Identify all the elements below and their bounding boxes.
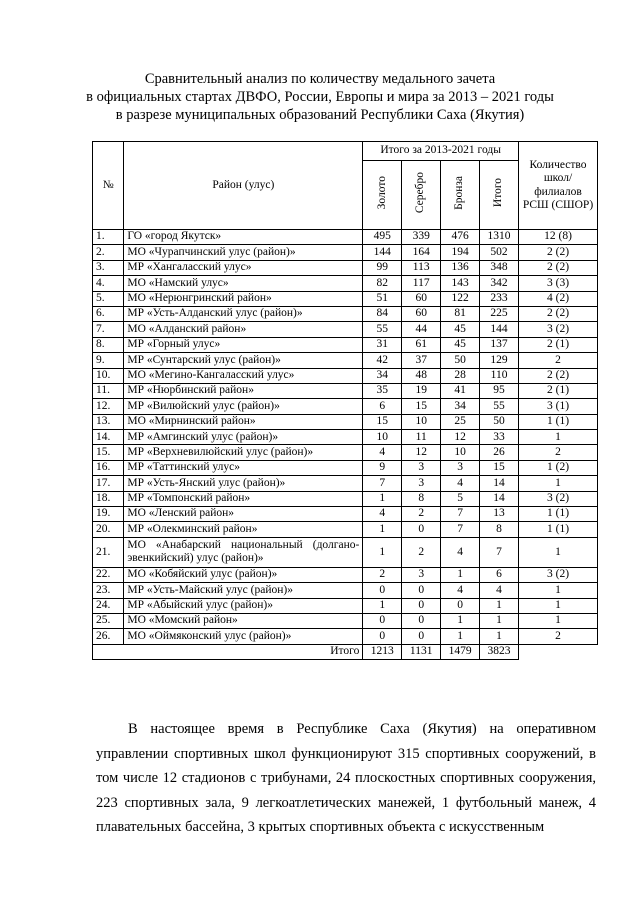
row-bronze: 25 <box>441 414 480 429</box>
row-district: МО «Нерюнгринский район» <box>124 291 363 306</box>
row-total: 95 <box>480 383 519 398</box>
totals-empty <box>519 644 598 659</box>
row-silver: 15 <box>402 399 441 414</box>
row-district: МО «Чурапчинский улус (район)» <box>124 245 363 260</box>
row-district: МР «Таттинский улус» <box>124 460 363 475</box>
row-num: 21. <box>93 537 124 567</box>
row-num: 13. <box>93 414 124 429</box>
row-total: 1 <box>480 613 519 628</box>
row-schools: 2 (2) <box>519 306 598 321</box>
row-total: 50 <box>480 414 519 429</box>
table-row <box>93 399 598 414</box>
row-bronze: 81 <box>441 306 480 321</box>
row-district: МР «Абыйский улус (район)» <box>124 598 363 613</box>
body-paragraph: В настоящее время в Республике Саха (Якутия) на оперативном управлении спортивных школ функционируют 315 спортивных сооружений, в том числе 12 стадионов с трибунами, 24 плоскостных спортивных сооружения, 223 спортивных зала, 9 легкоатлетических манежей, 1 футбольный манеж, 4 плавательных бассейна, 3 крытых спортивных объекта с искусственным <box>96 721 596 835</box>
row-gold: 144 <box>363 245 402 260</box>
row-schools: 12 (8) <box>519 230 598 245</box>
row-district: МО «Мегино-Кангаласский улус» <box>124 368 363 383</box>
row-total: 55 <box>480 399 519 414</box>
row-gold: 1 <box>363 537 402 567</box>
row-total: 8 <box>480 522 519 537</box>
row-gold: 82 <box>363 276 402 291</box>
header-gold: Золото <box>363 161 402 230</box>
row-silver: 164 <box>402 245 441 260</box>
row-gold: 4 <box>363 445 402 460</box>
row-schools: 2 (2) <box>519 260 598 275</box>
row-total: 144 <box>480 322 519 337</box>
row-bronze: 45 <box>441 322 480 337</box>
header-period: Итого за 2013-2021 годы <box>363 142 519 161</box>
row-num: 24. <box>93 598 124 613</box>
row-schools: 1 <box>519 583 598 598</box>
row-silver: 12 <box>402 445 441 460</box>
row-silver: 60 <box>402 291 441 306</box>
row-gold: 1 <box>363 598 402 613</box>
row-gold: 4 <box>363 507 402 522</box>
row-silver: 19 <box>402 383 441 398</box>
row-num: 4. <box>93 276 124 291</box>
row-district: МО «Намский улус» <box>124 276 363 291</box>
row-district: МР «Усть-Алданский улус (район)» <box>124 306 363 321</box>
row-gold: 0 <box>363 613 402 628</box>
row-district: МО «Ленский район» <box>124 507 363 522</box>
row-bronze: 3 <box>441 460 480 475</box>
row-schools: 1 <box>519 430 598 445</box>
header-silver: Серебро <box>402 161 441 230</box>
title-line: в разрезе муниципальных образований Республики Саха (Якутия) <box>115 107 525 123</box>
table-row <box>93 598 598 613</box>
row-bronze: 476 <box>441 230 480 245</box>
row-silver: 3 <box>402 476 441 491</box>
row-silver: 48 <box>402 368 441 383</box>
row-total: 233 <box>480 291 519 306</box>
row-silver: 3 <box>402 460 441 475</box>
header-num: № <box>93 142 124 230</box>
row-total: 110 <box>480 368 519 383</box>
row-total: 7 <box>480 537 519 567</box>
row-district: МР «Олекминский район» <box>124 522 363 537</box>
row-bronze: 136 <box>441 260 480 275</box>
row-silver: 10 <box>402 414 441 429</box>
row-schools: 1 (1) <box>519 507 598 522</box>
row-total: 26 <box>480 445 519 460</box>
row-gold: 31 <box>363 337 402 352</box>
row-gold: 42 <box>363 353 402 368</box>
row-bronze: 28 <box>441 368 480 383</box>
title-line: в официальных стартах ДВФО, России, Европы и мира за 2013 – 2021 годы <box>86 89 554 105</box>
row-bronze: 4 <box>441 583 480 598</box>
row-num: 3. <box>93 260 124 275</box>
row-total: 502 <box>480 245 519 260</box>
row-bronze: 10 <box>441 445 480 460</box>
row-schools: 1 <box>519 537 598 567</box>
row-num: 1. <box>93 230 124 245</box>
totals-total: 3823 <box>480 644 519 659</box>
table-row <box>93 337 598 352</box>
row-num: 10. <box>93 368 124 383</box>
row-num: 14. <box>93 430 124 445</box>
row-gold: 35 <box>363 383 402 398</box>
row-num: 15. <box>93 445 124 460</box>
row-gold: 1 <box>363 522 402 537</box>
row-silver: 8 <box>402 491 441 506</box>
row-schools: 3 (2) <box>519 322 598 337</box>
row-silver: 61 <box>402 337 441 352</box>
row-district: ГО «город Якутск» <box>124 230 363 245</box>
table-row <box>93 230 598 245</box>
row-num: 26. <box>93 629 124 644</box>
row-schools: 2 <box>519 445 598 460</box>
row-schools: 3 (2) <box>519 567 598 582</box>
row-silver: 0 <box>402 598 441 613</box>
document-title <box>0 70 640 124</box>
row-num: 6. <box>93 306 124 321</box>
row-gold: 0 <box>363 583 402 598</box>
row-gold: 34 <box>363 368 402 383</box>
row-num: 8. <box>93 337 124 352</box>
row-district: МР «Верхневилюйский улус (район)» <box>124 445 363 460</box>
row-schools: 3 (1) <box>519 399 598 414</box>
row-total: 4 <box>480 583 519 598</box>
totals-bronze: 1479 <box>441 644 480 659</box>
header-bronze: Бронза <box>441 161 480 230</box>
table-row <box>93 583 598 598</box>
row-district: МО «Мирнинский район» <box>124 414 363 429</box>
row-bronze: 4 <box>441 476 480 491</box>
row-district: МР «Вилюйский улус (район)» <box>124 399 363 414</box>
row-total: 348 <box>480 260 519 275</box>
row-total: 1 <box>480 629 519 644</box>
row-schools: 2 <box>519 353 598 368</box>
row-silver: 37 <box>402 353 441 368</box>
row-gold: 6 <box>363 399 402 414</box>
row-district: МР «Усть-Майский улус (район)» <box>124 583 363 598</box>
table-row <box>93 507 598 522</box>
row-bronze: 50 <box>441 353 480 368</box>
row-bronze: 1 <box>441 629 480 644</box>
row-silver: 44 <box>402 322 441 337</box>
row-bronze: 7 <box>441 522 480 537</box>
row-total: 14 <box>480 476 519 491</box>
row-num: 22. <box>93 567 124 582</box>
row-bronze: 45 <box>441 337 480 352</box>
row-district: МР «Хангаласский улус» <box>124 260 363 275</box>
row-bronze: 143 <box>441 276 480 291</box>
table-row <box>93 445 598 460</box>
row-total: 137 <box>480 337 519 352</box>
row-total: 1 <box>480 598 519 613</box>
row-schools: 2 <box>519 629 598 644</box>
row-num: 12. <box>93 399 124 414</box>
row-schools: 1 <box>519 613 598 628</box>
title-line: Сравнительный анализ по количеству медального зачета <box>144 71 496 87</box>
row-silver: 0 <box>402 522 441 537</box>
table-row <box>93 260 598 275</box>
row-bronze: 12 <box>441 430 480 445</box>
row-schools: 4 (2) <box>519 291 598 306</box>
row-num: 23. <box>93 583 124 598</box>
table-row <box>93 567 598 582</box>
row-schools: 1 (1) <box>519 522 598 537</box>
row-gold: 99 <box>363 260 402 275</box>
table-row <box>93 353 598 368</box>
row-schools: 1 <box>519 476 598 491</box>
row-num: 11. <box>93 383 124 398</box>
row-silver: 2 <box>402 507 441 522</box>
table-row <box>93 368 598 383</box>
row-gold: 10 <box>363 430 402 445</box>
row-total: 129 <box>480 353 519 368</box>
table-row <box>93 414 598 429</box>
table-row <box>93 613 598 628</box>
row-num: 5. <box>93 291 124 306</box>
row-district: МР «Сунтарский улус (район)» <box>124 353 363 368</box>
row-gold: 9 <box>363 460 402 475</box>
row-schools: 3 (2) <box>519 491 598 506</box>
row-bronze: 194 <box>441 245 480 260</box>
row-district: МР «Горный улус» <box>124 337 363 352</box>
row-total: 14 <box>480 491 519 506</box>
row-schools: 3 (3) <box>519 276 598 291</box>
row-bronze: 7 <box>441 507 480 522</box>
row-gold: 51 <box>363 291 402 306</box>
row-schools: 1 (2) <box>519 460 598 475</box>
row-gold: 84 <box>363 306 402 321</box>
row-num: 2. <box>93 245 124 260</box>
row-total: 33 <box>480 430 519 445</box>
row-num: 18. <box>93 491 124 506</box>
row-num: 20. <box>93 522 124 537</box>
table-row <box>93 291 598 306</box>
row-silver: 0 <box>402 629 441 644</box>
table-row <box>93 522 598 537</box>
row-silver: 113 <box>402 260 441 275</box>
row-num: 17. <box>93 476 124 491</box>
row-total: 6 <box>480 567 519 582</box>
row-district: МО «Оймяконский улус (район)» <box>124 629 363 644</box>
row-num: 7. <box>93 322 124 337</box>
row-bronze: 1 <box>441 613 480 628</box>
row-num: 16. <box>93 460 124 475</box>
row-bronze: 5 <box>441 491 480 506</box>
row-silver: 0 <box>402 583 441 598</box>
row-district: МО «Кобяйский улус (район)» <box>124 567 363 582</box>
table-row <box>93 276 598 291</box>
row-total: 342 <box>480 276 519 291</box>
row-num: 9. <box>93 353 124 368</box>
header-total: Итого <box>480 161 519 230</box>
row-gold: 7 <box>363 476 402 491</box>
row-schools: 1 (1) <box>519 414 598 429</box>
table-row <box>93 245 598 260</box>
row-schools: 2 (2) <box>519 245 598 260</box>
row-district: МР «Амгинский улус (район)» <box>124 430 363 445</box>
row-district: МР «Усть-Янский улус (район)» <box>124 476 363 491</box>
row-bronze: 4 <box>441 537 480 567</box>
table-row <box>93 383 598 398</box>
row-gold: 0 <box>363 629 402 644</box>
row-gold: 15 <box>363 414 402 429</box>
table-row <box>93 629 598 644</box>
table-row <box>93 537 598 567</box>
table-row <box>93 306 598 321</box>
header-schools: Количество школ/ филиалов РСШ (СШОР) <box>519 142 598 230</box>
table-row <box>93 491 598 506</box>
row-bronze: 41 <box>441 383 480 398</box>
row-gold: 1 <box>363 491 402 506</box>
row-district: МО «Алданский район» <box>124 322 363 337</box>
row-silver: 339 <box>402 230 441 245</box>
row-gold: 2 <box>363 567 402 582</box>
row-silver: 60 <box>402 306 441 321</box>
totals-silver: 1131 <box>402 644 441 659</box>
row-silver: 11 <box>402 430 441 445</box>
totals-label: Итого <box>93 644 363 659</box>
header-district: Район (улус) <box>124 142 363 230</box>
row-gold: 55 <box>363 322 402 337</box>
medal-table <box>92 141 598 660</box>
row-silver: 0 <box>402 613 441 628</box>
row-total: 1310 <box>480 230 519 245</box>
row-bronze: 0 <box>441 598 480 613</box>
row-district: МР «Нюрбинский район» <box>124 383 363 398</box>
row-schools: 2 (1) <box>519 337 598 352</box>
row-district: МО «Анабарский национальный (долгано-эвенкийский) улус (район)» <box>124 537 363 567</box>
table-body <box>93 230 598 645</box>
row-gold: 495 <box>363 230 402 245</box>
row-bronze: 1 <box>441 567 480 582</box>
row-silver: 117 <box>402 276 441 291</box>
row-total: 15 <box>480 460 519 475</box>
row-total: 13 <box>480 507 519 522</box>
row-bronze: 122 <box>441 291 480 306</box>
table-row <box>93 460 598 475</box>
row-district: МР «Томпонский район» <box>124 491 363 506</box>
row-district: МО «Момский район» <box>124 613 363 628</box>
totals-gold: 1213 <box>363 644 402 659</box>
row-total: 225 <box>480 306 519 321</box>
row-schools: 1 <box>519 598 598 613</box>
row-silver: 3 <box>402 567 441 582</box>
totals-row <box>93 644 598 659</box>
row-schools: 2 (2) <box>519 368 598 383</box>
table-row <box>93 430 598 445</box>
row-num: 19. <box>93 507 124 522</box>
row-num: 25. <box>93 613 124 628</box>
table-row <box>93 322 598 337</box>
row-silver: 2 <box>402 537 441 567</box>
row-bronze: 34 <box>441 399 480 414</box>
table-row <box>93 476 598 491</box>
row-schools: 2 (1) <box>519 383 598 398</box>
